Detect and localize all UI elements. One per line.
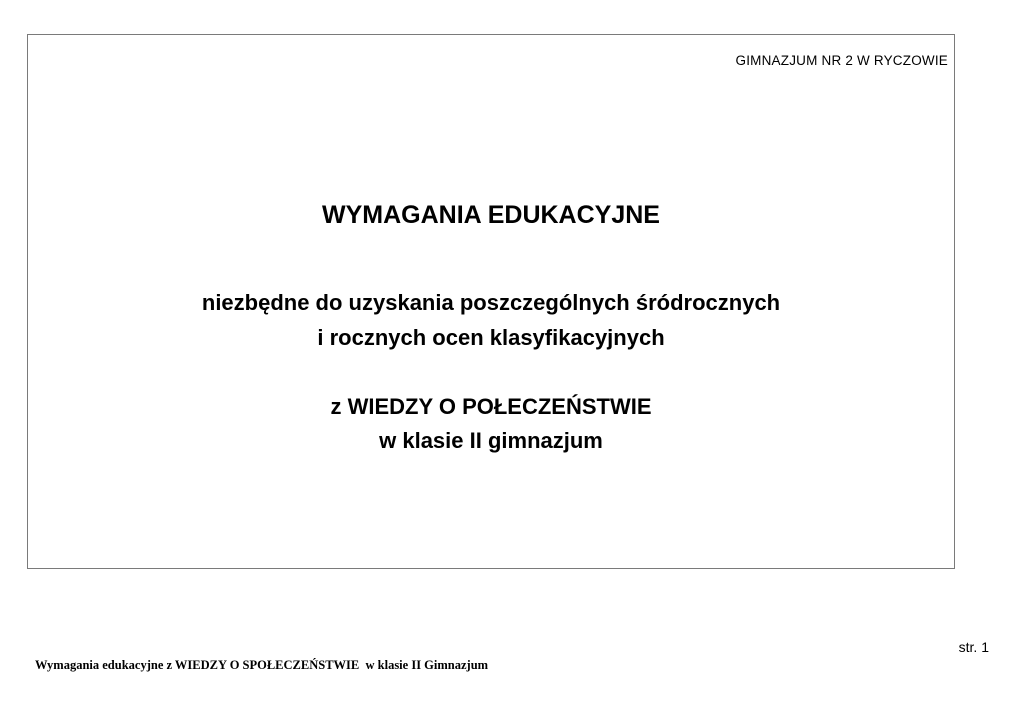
subtitle-line-1: niezbędne do uzyskania poszczególnych śródrocznych [201, 290, 781, 315]
school-name: GIMNAZJUM NR 2 W RYCZOWIE [735, 53, 948, 68]
subject-line-2: w klasie II gimnazjum [379, 428, 603, 453]
page-number: str. 1 [958, 639, 989, 655]
subject-block [28, 390, 954, 458]
document-title: WYMAGANIA EDUKACYJNE [322, 201, 660, 229]
subject-line-1: z WIEDZY O POŁECZEŃSTWIE [330, 394, 652, 419]
document-subtitle [28, 285, 954, 355]
cover-frame [27, 34, 955, 569]
subtitle-line-2: i rocznych ocen klasyfikacyjnych [317, 325, 665, 350]
footer-text: Wymagania edukacyjne z WIEDZY O SPOŁECZEŃSTWIE w klasie II Gimnazjum [35, 658, 489, 672]
